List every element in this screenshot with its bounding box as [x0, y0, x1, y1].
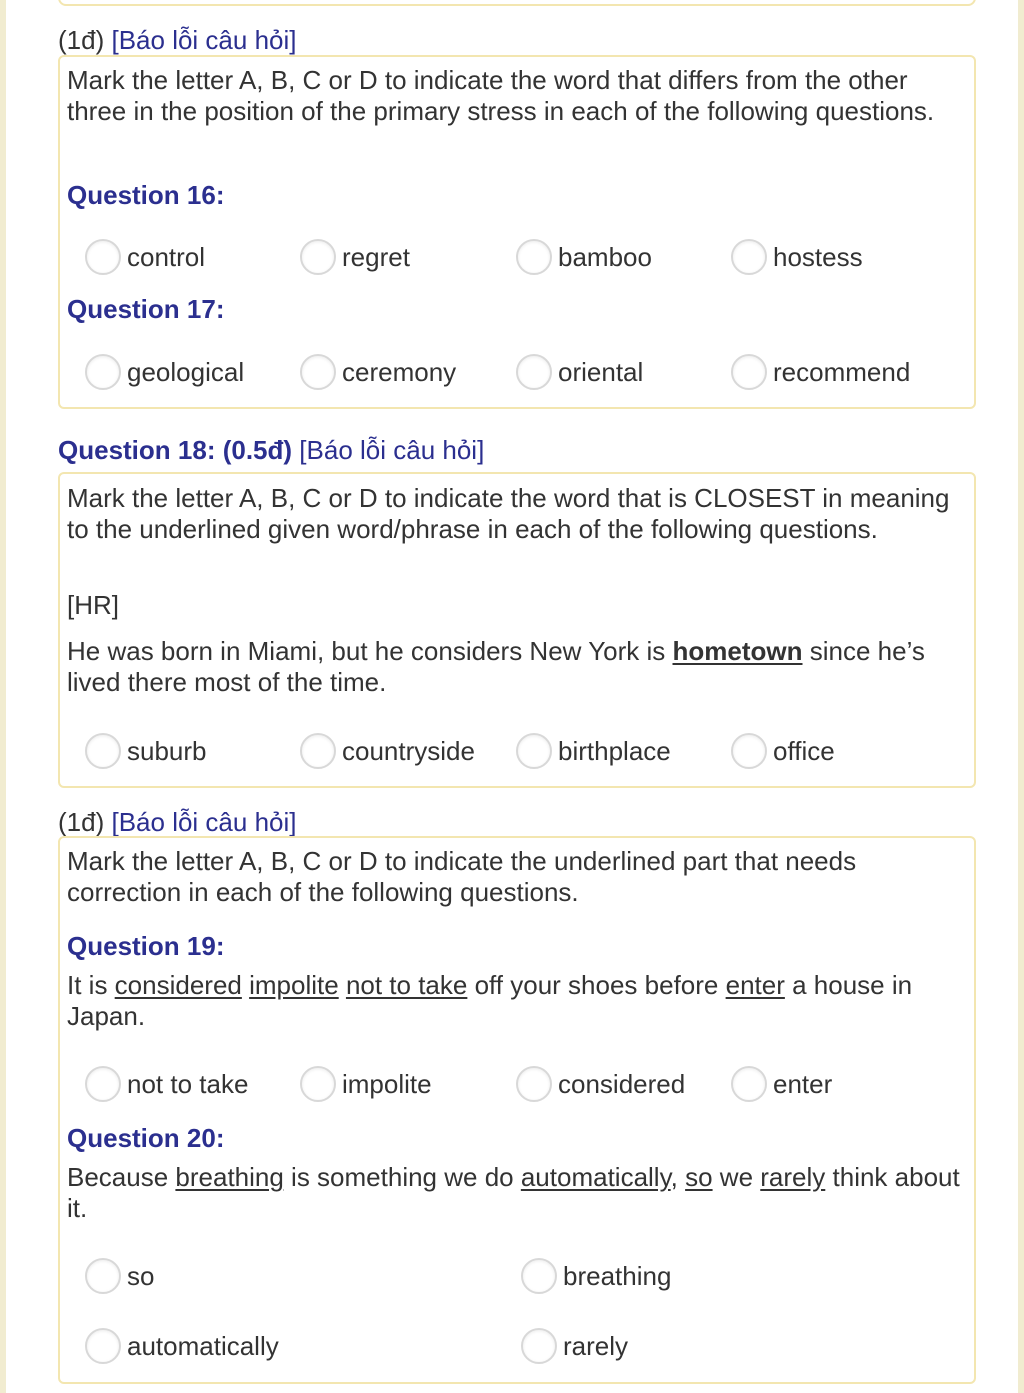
q19-option-a[interactable]: [85, 1062, 248, 1106]
question-19-sentence: [67, 970, 972, 1032]
sentence-text: Because: [67, 1162, 176, 1192]
radio-button[interactable]: [521, 1258, 557, 1294]
q20-option-c[interactable]: [85, 1324, 279, 1368]
sentence-text: [339, 970, 346, 1000]
question-18-sentence: [67, 636, 972, 698]
q16-option-b[interactable]: [300, 235, 410, 279]
option-label: birthplace: [558, 735, 671, 766]
radio-button[interactable]: [731, 1066, 767, 1102]
underlined-part: breathing: [175, 1162, 284, 1192]
radio-button[interactable]: [516, 733, 552, 769]
q17-option-b[interactable]: [300, 350, 456, 394]
block3-points: (1đ): [58, 807, 105, 837]
q20-option-b[interactable]: [521, 1254, 671, 1298]
q20-option-a[interactable]: [85, 1254, 154, 1298]
sentence-text: off your shoes before: [467, 970, 726, 1000]
question-20-title: Question 20:: [67, 1123, 225, 1153]
question-17-title: Question 17:: [67, 294, 225, 324]
underlined-word: hometown: [672, 636, 803, 666]
q18-option-c[interactable]: [516, 729, 671, 773]
block3-header: [58, 806, 297, 838]
q19-option-b[interactable]: [300, 1062, 432, 1106]
option-label: so: [127, 1260, 155, 1291]
underlined-part: so: [685, 1162, 713, 1192]
option-label: geological: [127, 356, 245, 387]
radio-button[interactable]: [521, 1328, 557, 1364]
option-label: recommend: [773, 356, 911, 387]
radio-button[interactable]: [516, 354, 552, 390]
block1-points: (1đ): [58, 25, 105, 55]
radio-button[interactable]: [731, 354, 767, 390]
block2-instruction: Mark the letter A, B, C or D to indicate the word that is CLOSEST in meaning to the underlined given word/phrase in each of the following questions.: [67, 483, 950, 544]
sentence-text: He was born in Miami, but he considers New York is: [67, 636, 673, 666]
option-label: oriental: [558, 356, 644, 387]
block1-header: [58, 24, 297, 56]
option-label: suburb: [127, 735, 207, 766]
sentence-text: since he’s lived there most of the time.: [67, 636, 925, 697]
q17-option-a[interactable]: [85, 350, 244, 394]
question-20-sentence: [67, 1162, 972, 1224]
block2-report-link[interactable]: [Báo lỗi câu hỏi]: [299, 435, 485, 465]
question-18-label: Question 18:: [58, 435, 216, 465]
q18-option-a[interactable]: [85, 729, 207, 773]
block3-instruction: Mark the letter A, B, C or D to indicate the underlined part that needs correction in each of the following questions.: [67, 846, 857, 907]
q17-option-c[interactable]: [516, 350, 643, 394]
option-label: considered: [558, 1068, 686, 1099]
option-label: enter: [773, 1068, 833, 1099]
radio-button[interactable]: [300, 239, 336, 275]
q17-option-d[interactable]: [731, 350, 910, 394]
sentence-text: a house in Japan.: [67, 970, 913, 1031]
left-frame-border: [0, 0, 6, 1393]
q19-option-c[interactable]: [516, 1062, 685, 1106]
block3-card: [58, 836, 976, 1384]
option-label: bamboo: [558, 241, 652, 272]
option-label: office: [773, 735, 835, 766]
underlined-part: impolite: [249, 970, 339, 1000]
radio-button[interactable]: [300, 1066, 336, 1102]
previous-card-edge: [58, 0, 976, 6]
radio-button[interactable]: [85, 733, 121, 769]
radio-button[interactable]: [516, 1066, 552, 1102]
option-label: hostess: [773, 241, 863, 272]
radio-button[interactable]: [85, 1066, 121, 1102]
radio-button[interactable]: [300, 733, 336, 769]
block2-points: (0.5đ): [222, 435, 293, 465]
radio-button[interactable]: [85, 1328, 121, 1364]
sentence-text: we: [712, 1162, 761, 1192]
underlined-part: enter: [725, 970, 785, 1000]
option-label: not to take: [127, 1068, 249, 1099]
underlined-part: not to take: [345, 970, 468, 1000]
option-label: regret: [342, 241, 410, 272]
radio-button[interactable]: [731, 239, 767, 275]
block2-header: [58, 434, 484, 466]
option-label: control: [127, 241, 206, 272]
q18-option-d[interactable]: [731, 729, 835, 773]
option-label: ceremony: [342, 356, 457, 387]
block2-tag: [HR]: [67, 590, 119, 620]
radio-button[interactable]: [516, 239, 552, 275]
block3-report-link[interactable]: [Báo lỗi câu hỏi]: [111, 807, 297, 837]
underlined-part: automatically: [520, 1162, 671, 1192]
radio-button[interactable]: [300, 354, 336, 390]
option-label: breathing: [563, 1260, 672, 1291]
radio-button[interactable]: [85, 1258, 121, 1294]
question-19-title: Question 19:: [67, 931, 225, 961]
option-label: countryside: [342, 735, 475, 766]
underlined-part: rarely: [760, 1162, 826, 1192]
underlined-part: considered: [114, 970, 242, 1000]
q16-option-c[interactable]: [516, 235, 652, 279]
q19-option-d[interactable]: [731, 1062, 832, 1106]
option-label: automatically: [127, 1330, 279, 1361]
block1-report-link[interactable]: [Báo lỗi câu hỏi]: [111, 25, 297, 55]
radio-button[interactable]: [85, 239, 121, 275]
q16-option-a[interactable]: [85, 235, 205, 279]
radio-button[interactable]: [731, 733, 767, 769]
sentence-text: is something we do: [283, 1162, 521, 1192]
q16-option-d[interactable]: [731, 235, 863, 279]
question-16-title: Question 16:: [67, 180, 225, 210]
right-frame-border: [1018, 0, 1024, 1393]
option-label: rarely: [563, 1330, 629, 1361]
sentence-text: ,: [670, 1162, 686, 1192]
q18-option-b[interactable]: [300, 729, 475, 773]
sentence-text: It is: [67, 970, 115, 1000]
block1-instruction: Mark the letter A, B, C or D to indicate the word that differs from the other three in the position of the primary stress in each of the following questions.: [67, 65, 935, 126]
q20-option-d[interactable]: [521, 1324, 628, 1368]
radio-button[interactable]: [85, 354, 121, 390]
option-label: impolite: [342, 1068, 432, 1099]
sentence-text: think about it.: [67, 1162, 960, 1223]
